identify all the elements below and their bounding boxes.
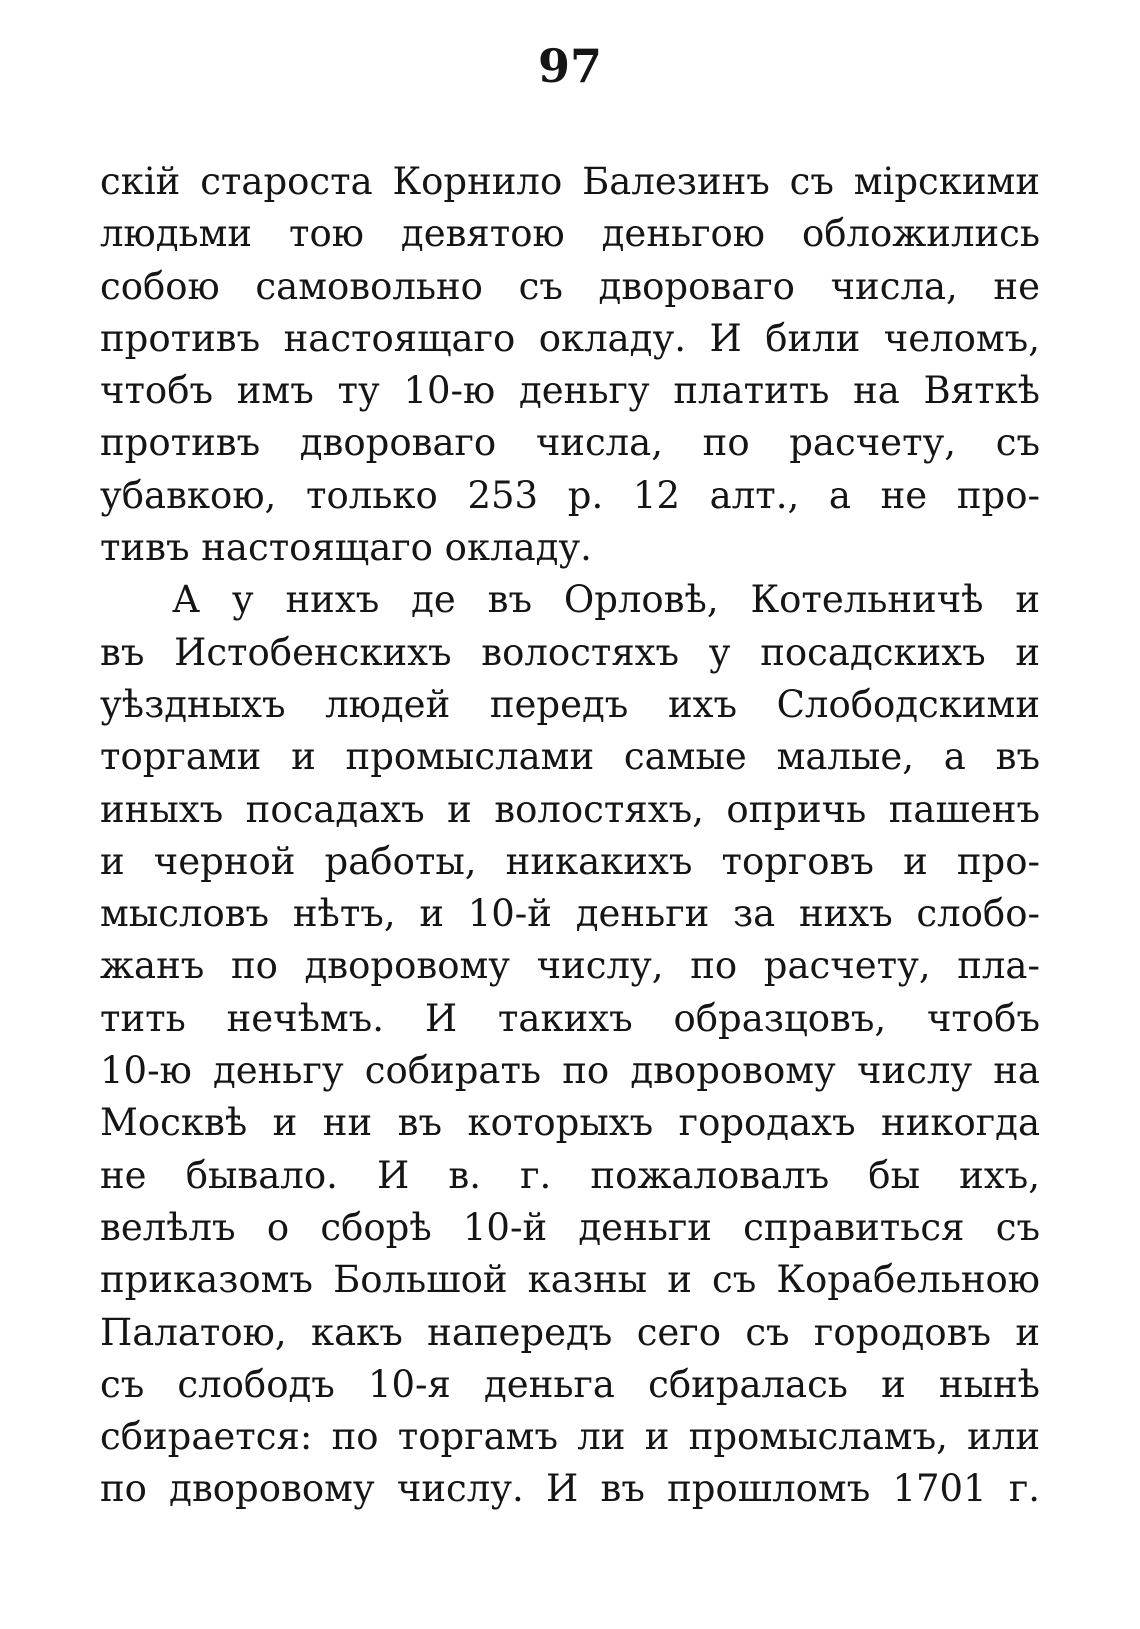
text-line: уѣздныхъ людей передъ ихъ Слободскими xyxy=(100,682,1040,726)
text-line: противъ двороваго числа, по расчету, съ xyxy=(100,421,1040,465)
text-line: 10-ю деньгу собирать по дворовому числу на xyxy=(100,1049,1040,1093)
text-line: въ Истобенскихъ волостяхъ у посадскихъ и xyxy=(100,630,1040,674)
text-line: чтобъ имъ ту 10-ю деньгу платить на Вяткѣ xyxy=(100,369,1040,413)
text-line: Палатою, какъ напередъ сего съ городовъ и xyxy=(100,1310,1040,1354)
text-line: людьми тою девятою деньгою обложились xyxy=(100,212,1040,256)
text-line: тивъ настоящаго окладу. xyxy=(100,526,592,570)
text-line: собою самовольно съ двороваго числа, не xyxy=(100,264,1040,308)
text-line: по дворовому числу. И въ прошломъ 1701 г. xyxy=(100,1467,1040,1511)
text-line: и черной работы, никакихъ торговъ и про- xyxy=(100,839,1040,883)
text-line: убавкою, только 253 р. 12 алт., а не про- xyxy=(100,473,1040,517)
page-number: 97 xyxy=(537,39,602,93)
text-line: иныхъ посадахъ и волостяхъ, опричь пашенъ xyxy=(100,787,1040,831)
text-line: тить нечѣмъ. И такихъ образцовъ, чтобъ xyxy=(100,996,1040,1040)
text-line: приказомъ Большой казны и съ Корабельною xyxy=(100,1258,1040,1302)
body-text xyxy=(100,156,1040,1516)
text-line: съ слободъ 10-я деньга сбиралась и нынѣ xyxy=(100,1362,1040,1406)
text-line: не бывало. И в. г. пожаловалъ бы ихъ, xyxy=(100,1153,1040,1197)
text-line: велѣлъ о сборѣ 10-й деньги справиться съ xyxy=(100,1205,1040,1249)
text-line: жанъ по дворовому числу, по расчету, пла- xyxy=(100,944,1040,988)
text-line: А у нихъ де въ Орловѣ, Котельничѣ и xyxy=(172,578,1040,622)
text-line: сбирается: по торгамъ ли и промысламъ, или xyxy=(100,1415,1040,1459)
text-line: противъ настоящаго окладу. И били челомъ, xyxy=(100,316,1040,360)
text-line: торгами и промыслами самые малые, а въ xyxy=(100,735,1040,779)
text-line: мысловъ нѣтъ, и 10-й деньги за нихъ слобо- xyxy=(100,892,1040,936)
text-line: скій староста Корнило Балезинъ съ мірскими xyxy=(100,160,1040,203)
text-line: Москвѣ и ни въ которыхъ городахъ никогда xyxy=(100,1101,1040,1145)
